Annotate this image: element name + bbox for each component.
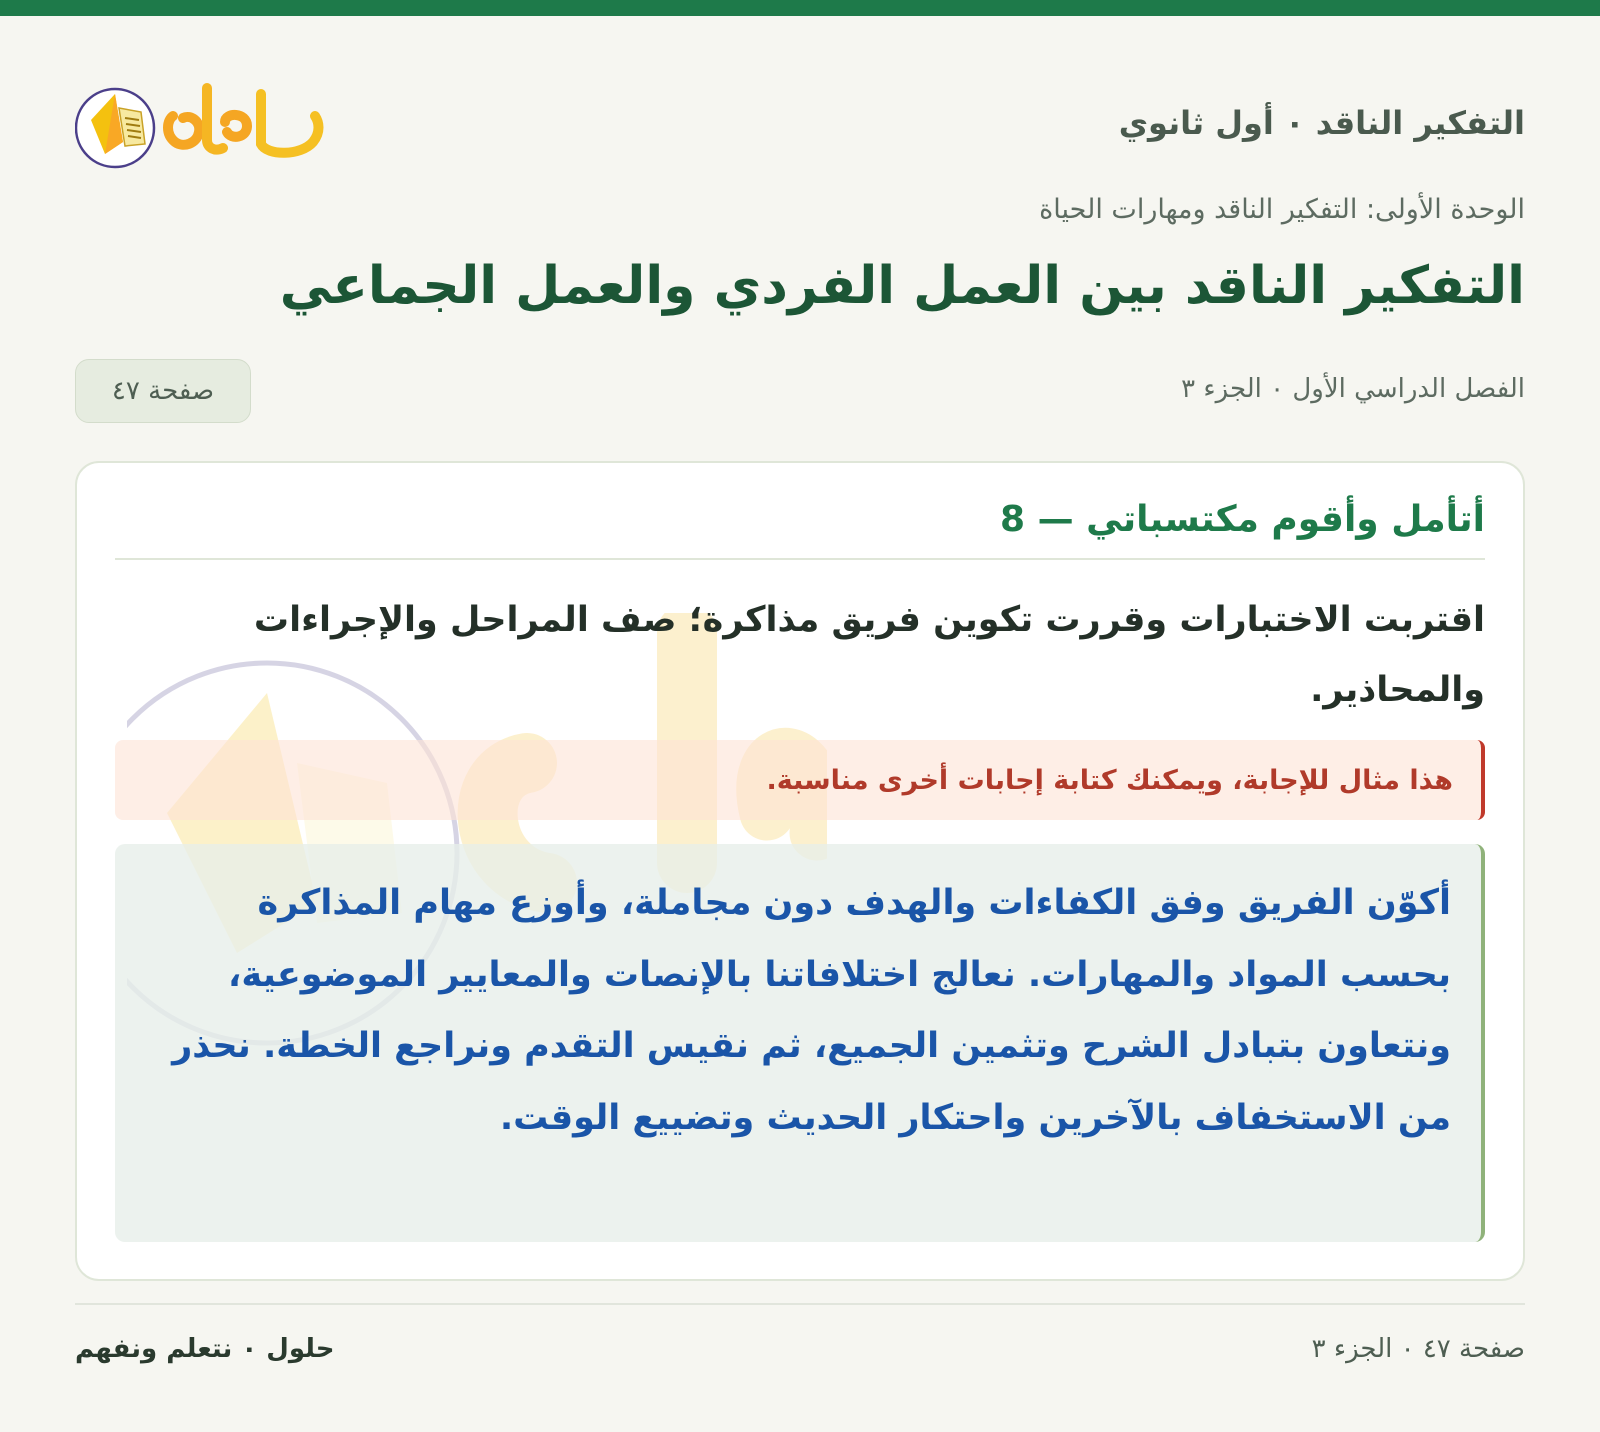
- heading-divider: [115, 558, 1485, 560]
- answer-text: أكوّن الفريق وفق الكفاءات والهدف دون مجاملة، وأوزع مهام المذاكرة بحسب المواد والمهارات. نعالج اختلافاتنا بالإنصات والمعايير الموضوعية، ونتعاون بتبادل الشرح وتثمين الجميع، ثم نقيس التقدم ونراجع الخطة. نحذر من الاستخفاف بالآخرين واحتكار الحديث وتضييع الوقت.: [115, 844, 1485, 1242]
- answer-note: [115, 740, 1485, 820]
- header: [75, 70, 1525, 180]
- page: [75, 16, 1525, 1416]
- exercise-heading: أتأمل وأقوم مكتسباتي — 8: [1000, 499, 1485, 540]
- semester-meta: الفصل الدراسي الأول ٠ الجزء ٣: [1181, 374, 1525, 404]
- answer-note-text: هذا مثال للإجابة، ويمكنك كتابة إجابات أخرى مناسبة.: [766, 764, 1453, 796]
- footer-brand: حلول ٠ نتعلم ونفهم: [75, 1334, 335, 1364]
- header-title: التفكير الناقد ٠ أول ثانوي: [1118, 104, 1525, 142]
- lesson-title: التفكير الناقد بين العمل الفردي والعمل الجماعي: [279, 256, 1525, 316]
- question-text: اقتربت الاختبارات وقررت تكوين فريق مذاكرة؛ صف المراحل والإجراءات والمحاذير.: [253, 600, 1485, 710]
- top-accent-bar: [0, 0, 1600, 16]
- hulul-logo[interactable]: [75, 82, 335, 172]
- exercise-card: [75, 461, 1525, 1281]
- page-badge: صفحة ٤٧: [75, 359, 251, 423]
- unit-label: الوحدة الأولى: التفكير الناقد ومهارات الحياة: [1039, 194, 1525, 225]
- footer-page-info: صفحة ٤٧ ٠ الجزء ٣: [1311, 1334, 1525, 1364]
- footer-divider: [75, 1303, 1525, 1305]
